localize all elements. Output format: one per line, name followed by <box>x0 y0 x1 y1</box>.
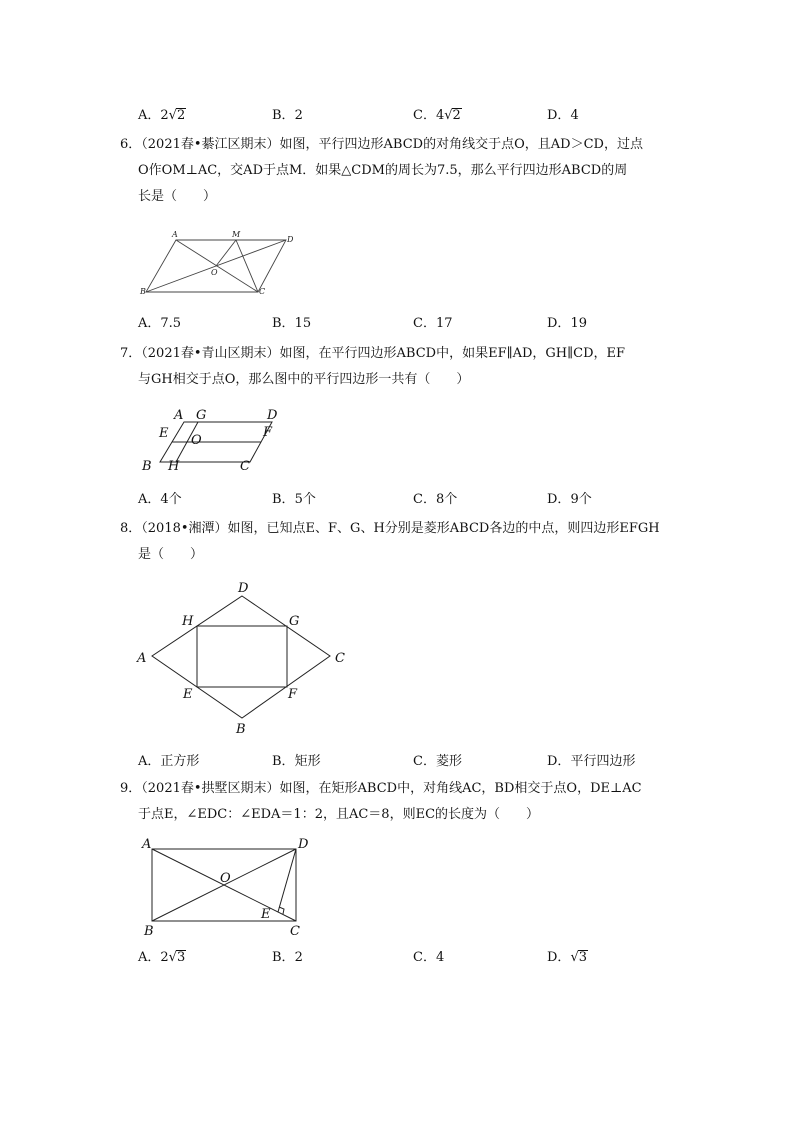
q8-label-c: C <box>335 651 345 666</box>
q8-figure-rhombus <box>134 578 354 738</box>
q6-label-c: C <box>259 287 266 296</box>
q7-option-c[interactable]: C．8个 <box>413 492 458 507</box>
q6-options <box>138 312 738 332</box>
q8-label-g: G <box>289 614 300 629</box>
q9-label-d: D <box>298 837 309 852</box>
q5-option-d[interactable]: D．4 <box>547 108 579 123</box>
q9-label-e: E <box>261 907 271 922</box>
q6-line-1: 6．（2021春•綦江区期末）如图，平行四边形ABCD的对角线交于点O，且AD＞CD，过点 <box>120 137 643 152</box>
q8-options <box>138 750 738 770</box>
q6-label-b: B <box>140 287 146 296</box>
q9-option-a[interactable]: A．2√3 <box>138 950 186 965</box>
q7-options <box>138 488 738 508</box>
q9-option-b[interactable]: B．2 <box>272 950 303 965</box>
q7-label-h: H <box>168 459 180 474</box>
q7-option-d[interactable]: D．9个 <box>547 492 592 507</box>
q6-option-a[interactable]: A．7.5 <box>138 316 182 331</box>
q6-label-d: D <box>287 235 294 244</box>
q9-line-1: 9．（2021春•拱墅区期末）如图，在矩形ABCD中，对角线AC，BD相交于点O，DE⊥AC <box>120 781 642 796</box>
q8-line-2: 是（ ） <box>138 547 204 562</box>
q9-option-c[interactable]: C．4 <box>413 950 445 965</box>
q7-label-a: A <box>174 408 184 423</box>
q9-label-b: B <box>144 924 154 939</box>
q7-label-d: D <box>267 408 278 423</box>
sqrt-symbol: √3 <box>570 950 588 965</box>
q7-option-b[interactable]: B．5个 <box>272 492 316 507</box>
q7-label-e: E <box>159 426 169 441</box>
sqrt-symbol: √2 <box>168 108 186 123</box>
q7-figure-parallelogram <box>140 404 290 476</box>
q8-label-h: H <box>182 614 194 629</box>
q7-option-a[interactable]: A．4个 <box>138 492 182 507</box>
question-7 <box>120 341 680 393</box>
question-6 <box>120 132 680 210</box>
q6-line-3: 长是（ ） <box>138 189 217 204</box>
sqrt-symbol: √3 <box>168 950 186 965</box>
q9-label-a: A <box>142 837 152 852</box>
q8-label-e: E <box>183 687 193 702</box>
q6-figure-parallelogram <box>138 228 308 300</box>
q8-label-b: B <box>236 722 246 737</box>
q8-option-b[interactable]: B．矩形 <box>272 754 321 769</box>
q7-line-2: 与GH相交于点O，那么图中的平行四边形一共有（ ） <box>138 372 470 387</box>
q6-label-o: O <box>211 268 218 277</box>
q6-label-a: A <box>172 230 178 239</box>
q6-option-b[interactable]: B．15 <box>272 316 312 331</box>
q7-line-1: 7．（2021春•青山区期末）如图，在平行四边形ABCD中，如果EF∥AD，GH∥CD，EF <box>120 346 626 361</box>
q6-line-2: O作OM⊥AC，交AD于点M．如果△CDM的周长为7.5，那么平行四边形ABCD的周 <box>138 163 628 178</box>
q8-label-f: F <box>288 687 298 702</box>
q5-option-c[interactable]: C．4√2 <box>413 108 461 123</box>
q9-label-o: O <box>220 871 231 886</box>
q6-label-m: M <box>232 230 241 239</box>
q8-option-c[interactable]: C．菱形 <box>413 754 462 769</box>
q8-line-1: 8．（2018•湘潭）如图，已知点E、F、G、H分别是菱形ABCD各边的中点，则四边形EFGH <box>120 521 660 536</box>
q9-options <box>138 946 738 966</box>
q9-figure-rectangle <box>138 836 318 940</box>
q6-option-d[interactable]: D．19 <box>547 316 587 331</box>
question-8 <box>120 516 680 568</box>
q7-label-f: F <box>263 425 273 440</box>
q5-options <box>138 104 738 124</box>
q5-option-a[interactable]: A．2√2 <box>138 108 186 123</box>
q8-option-d[interactable]: D．平行四边形 <box>547 754 636 769</box>
q8-label-d: D <box>238 581 249 596</box>
q7-label-o: O <box>191 433 202 448</box>
q9-option-d[interactable]: D．√3 <box>547 950 588 965</box>
question-9 <box>120 776 680 828</box>
sqrt-symbol: √2 <box>444 108 461 123</box>
q6-option-c[interactable]: C．17 <box>413 316 453 331</box>
q9-label-c: C <box>290 924 300 939</box>
q7-label-b: B <box>142 459 152 474</box>
q9-line-2: 于点E，∠EDC：∠EDA＝1：2，且AC＝8，则EC的长度为（ ） <box>138 807 540 822</box>
q8-option-a[interactable]: A．正方形 <box>138 754 200 769</box>
q7-label-g: G <box>196 408 207 423</box>
q5-option-b[interactable]: B．2 <box>272 108 303 123</box>
q7-label-c: C <box>240 459 250 474</box>
q8-label-a: A <box>137 651 147 666</box>
